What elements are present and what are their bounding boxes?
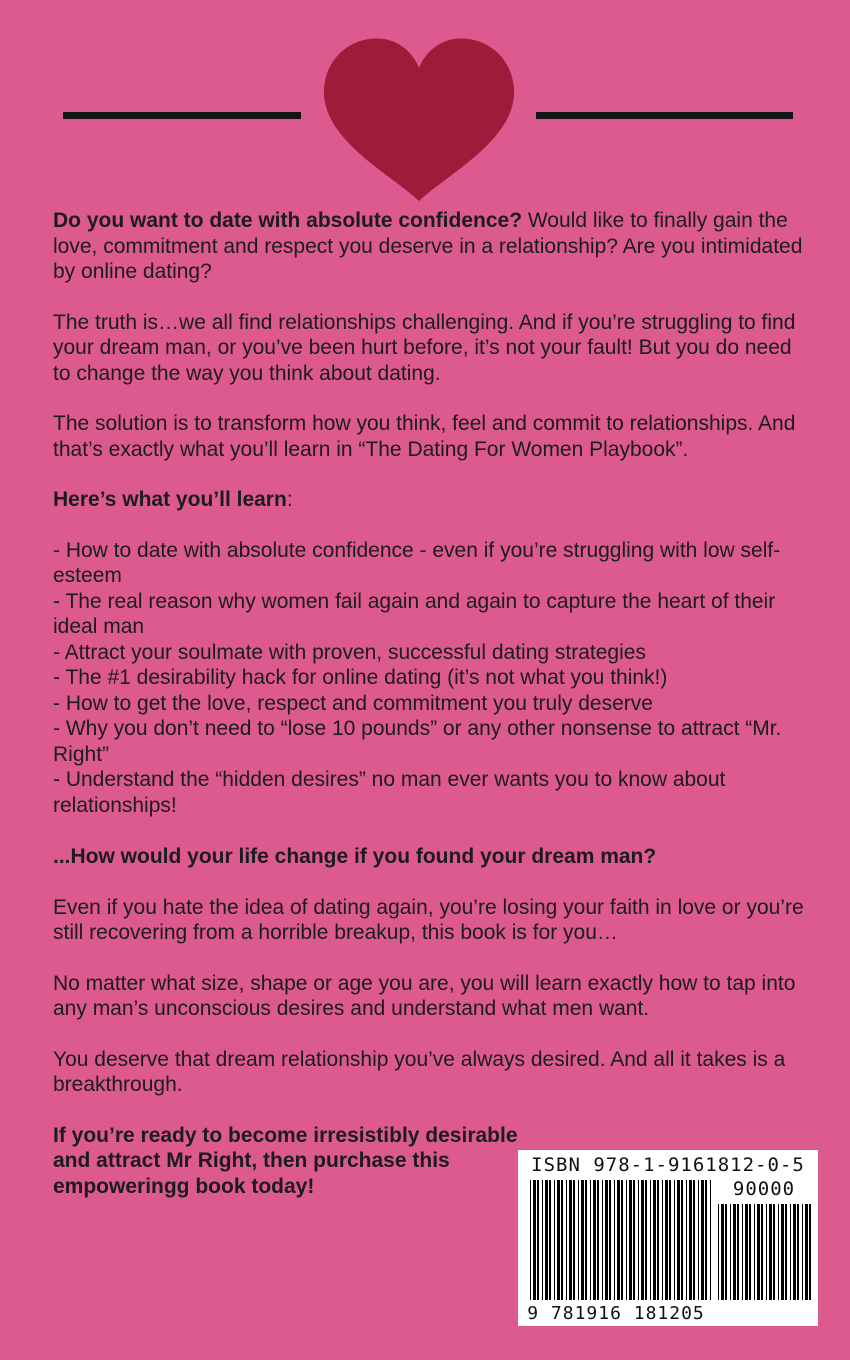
learn-heading: [53, 487, 813, 513]
barcode-bar: [766, 1204, 767, 1300]
barcode-bar: [573, 1180, 575, 1300]
barcode-bar: [710, 1180, 711, 1300]
barcode-bar: [621, 1180, 623, 1300]
barcode-bar: [757, 1204, 760, 1300]
barcode-bar: [590, 1180, 591, 1300]
barcode-bar: [566, 1180, 567, 1300]
barcode-bar: [733, 1204, 736, 1300]
barcode-bar: [614, 1180, 615, 1300]
list-item: - How to get the love, respect and commitment you truly deserve: [53, 691, 653, 715]
list-item: - How to date with absolute confidence - even if you’re struggling with low self-esteem: [53, 538, 781, 587]
barcode-bars: [518, 1150, 818, 1326]
barcode-bar: [569, 1180, 572, 1300]
barcode-bar: [633, 1180, 635, 1300]
barcode-bar: [793, 1204, 796, 1300]
learn-heading-text: Here’s what you’ll learn: [53, 488, 287, 511]
barcode-bar: [581, 1180, 584, 1300]
barcode-bar: [769, 1204, 772, 1300]
barcode-bar: [609, 1180, 611, 1300]
truth-paragraph: The truth is…we all find relationships challenging. And if you’re struggling to find your dream man, or you’ve been hurt before, it’s not your fault! But you do need to change the way you think about dating.: [53, 310, 796, 385]
barcode-bar: [629, 1180, 632, 1300]
barcode-bar: [754, 1204, 755, 1300]
barcode-bar: [705, 1180, 707, 1300]
barcode-bar: [554, 1180, 555, 1300]
barcode-bar: [742, 1204, 743, 1300]
barcode-bar: [585, 1180, 587, 1300]
barcode-bar: [785, 1204, 787, 1300]
list-item: - The real reason why women fail again and again to capture the heart of their ideal man: [53, 589, 776, 638]
price-code: 90000: [732, 1178, 796, 1200]
deserve-paragraph: You deserve that dream relationship you’ve always desired. And all it takes is a breakthrough.: [53, 1047, 786, 1096]
barcode-bar: [805, 1204, 808, 1300]
barcode-bar: [662, 1180, 663, 1300]
no-matter-paragraph: No matter what size, shape or age you are, you will learn exactly how to tap into any man’s unconscious desires and understand what men want.: [53, 971, 796, 1020]
learn-list: [53, 538, 813, 819]
barcode-bar: [653, 1180, 656, 1300]
barcode-bar: [802, 1204, 803, 1300]
divider-right: [536, 112, 793, 119]
back-cover-text: [53, 208, 813, 1224]
barcode-bar: [730, 1204, 731, 1300]
barcode-bar: [537, 1180, 539, 1300]
barcode-bar: [597, 1180, 599, 1300]
barcode-bar: [698, 1180, 699, 1300]
barcode-bar: [638, 1180, 639, 1300]
barcode-bar: [718, 1204, 719, 1300]
list-item: - Why you don’t need to “lose 10 pounds” or any other nonsense to attract “Mr. Right”: [53, 717, 782, 766]
barcode-bar: [773, 1204, 775, 1300]
barcode-bar: [797, 1204, 799, 1300]
cta-paragraph: [53, 1123, 523, 1200]
barcode-bar: [665, 1180, 668, 1300]
barcode-bar: [677, 1180, 680, 1300]
barcode-bar: [533, 1180, 536, 1300]
barcode-bar: [530, 1180, 531, 1300]
list-item: - The #1 desirability hack for online dating (it’s not what you think!): [53, 666, 668, 689]
barcode-bar: [605, 1180, 608, 1300]
barcode-bar: [781, 1204, 784, 1300]
isbn-barcode: [518, 1150, 818, 1326]
barcode-bar: [549, 1180, 551, 1300]
barcode-bar: [557, 1180, 560, 1300]
barcode-bar: [657, 1180, 659, 1300]
divider-left: [63, 112, 301, 119]
ean-number: 9 781916 181205: [527, 1303, 705, 1324]
barcode-bar: [650, 1180, 651, 1300]
learn-heading-colon: :: [286, 488, 293, 511]
barcode-bar: [745, 1204, 748, 1300]
isbn-label: ISBN 978-1-9161812-0-5: [531, 1154, 805, 1176]
barcode-bar: [737, 1204, 739, 1300]
barcode-bar: [809, 1204, 811, 1300]
barcode-bar: [561, 1180, 563, 1300]
list-item: - Understand the “hidden desires” no man ever wants you to know about relationships!: [53, 768, 726, 817]
barcode-bar: [689, 1180, 692, 1300]
barcode-bar: [725, 1204, 727, 1300]
cta-text: If you’re ready to become irresistibly desirable and attract Mr Right, then purchase this empoweringg book today!: [53, 1123, 518, 1198]
question-text: ...How would your life change if you found your dream man?: [53, 845, 657, 868]
barcode-bar: [545, 1180, 548, 1300]
barcode-bar: [790, 1204, 791, 1300]
barcode-bar: [578, 1180, 579, 1300]
barcode-bar: [681, 1180, 683, 1300]
barcode-bar: [626, 1180, 627, 1300]
barcode-bar: [617, 1180, 620, 1300]
intro-paragraph: [53, 208, 813, 285]
list-item: - Attract your soulmate with proven, successful dating strategies: [53, 640, 646, 664]
barcode-bar: [721, 1204, 724, 1300]
barcode-bar: [542, 1180, 543, 1300]
barcode-bar: [669, 1180, 671, 1300]
question-paragraph: [53, 844, 813, 870]
intro-rest: Would like to finally gain the love, commitment and respect you deserve in a relationship? Are you intimidated by online dating?: [53, 209, 803, 283]
barcode-bar: [761, 1204, 763, 1300]
intro-bold: Do you want to date with absolute confidence?: [53, 209, 523, 232]
barcode-bar: [693, 1180, 695, 1300]
barcode-bar: [674, 1180, 675, 1300]
barcode-bar: [686, 1180, 687, 1300]
solution-paragraph: The solution is to transform how you think, feel and commit to relationships. And that’s exactly what you’ll learn in “The Dating For Women Playbook”.: [53, 412, 796, 461]
barcode-bar: [701, 1180, 704, 1300]
barcode-bar: [593, 1180, 596, 1300]
even-if-paragraph: Even if you hate the idea of dating again, you’re losing your faith in love or you’re still recovering from a horrible breakup, this book is for you…: [53, 895, 804, 944]
heart-icon: [322, 35, 516, 201]
barcode-bar: [641, 1180, 644, 1300]
barcode-bar: [778, 1204, 779, 1300]
barcode-bar: [749, 1204, 751, 1300]
barcode-bar: [602, 1180, 603, 1300]
barcode-bar: [645, 1180, 647, 1300]
